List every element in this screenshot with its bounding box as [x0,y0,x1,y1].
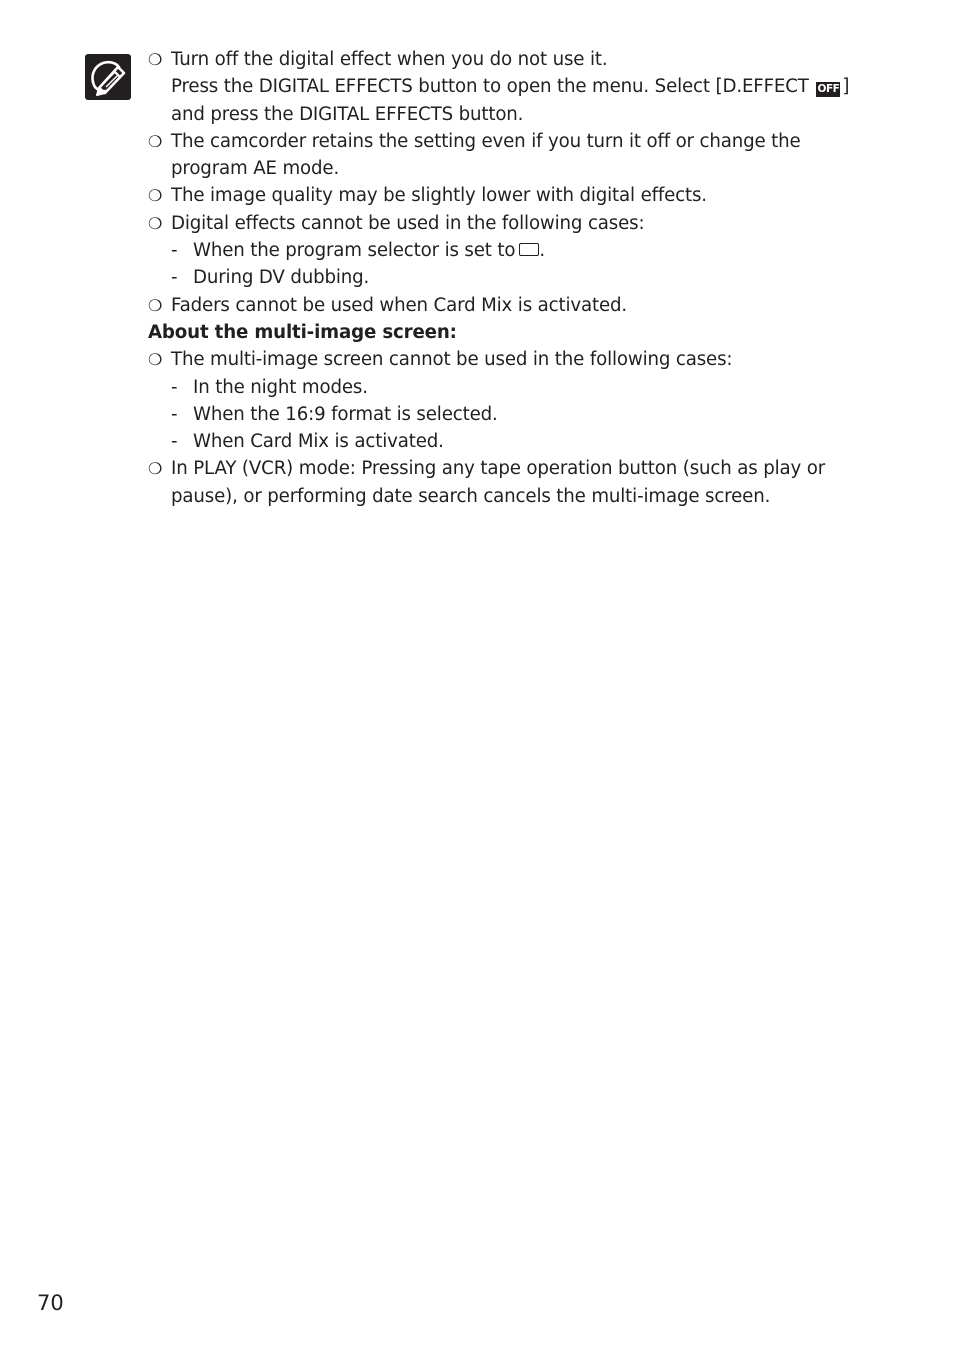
note-faders [148,292,878,319]
sub-text: . [539,240,546,262]
note-text [171,73,878,100]
note-multi-image-cases [148,346,878,373]
note-digital-effect-off [148,46,878,128]
dash: - [171,403,178,425]
bullet-icon: ❍ [148,131,163,151]
note-text-fragment: ] [842,76,850,98]
bullet-icon: ❍ [148,295,163,315]
note-text: Digital effects cannot be used in the following cases: [171,212,645,234]
sub-item [148,401,878,428]
sub-text: When the program selector is set to [193,240,516,262]
sub-text: During DV dubbing. [193,267,370,289]
sub-item [148,264,878,291]
note-text: The image quality may be slightly lower with digital effects. [171,185,707,207]
note-text: Turn off the digital effect when you do not use it. [171,49,608,70]
note-text: The camcorder retains the setting even if you turn it off or change the program AE mode. [171,130,801,180]
sub-text: In the night modes. [193,376,368,398]
card-camera-mode-icon [519,243,539,256]
bullet-icon: ❍ [148,186,163,206]
note-retains-setting [148,128,878,183]
sub-text: When Card Mix is activated. [193,431,444,453]
note-text: The multi-image screen cannot be used in the following cases: [171,349,733,371]
note-text-fragment: Press the DIGITAL EFFECTS button to open the menu. Select [D.EFFECT [171,76,809,98]
sub-text: When the 16:9 format is selected. [193,403,498,425]
note-digital-effects-cases [148,210,878,237]
dash: - [171,267,178,289]
off-icon: OFF [817,83,840,96]
note-text: Faders cannot be used when Card Mix is activated. [171,294,628,316]
bullet-icon: ❍ [148,459,163,479]
bullet-icon: ❍ [148,50,163,69]
page-number: 70 [37,1291,64,1315]
dash: - [171,431,178,453]
bullet-icon: ❍ [148,213,163,233]
dash: - [171,240,178,262]
note-play-vcr-mode [148,455,878,510]
note-text: In PLAY (VCR) mode: Pressing any tape operation button (such as play or pause), or performing date search cancels the multi-image screen. [171,458,826,507]
note-pencil-icon [85,54,131,100]
sub-item [148,374,878,401]
dash: - [171,376,178,398]
sub-item [148,428,878,455]
notes-content [148,46,878,510]
note-text: and press the DIGITAL EFFECTS button. [171,103,524,125]
section-heading: About the multi-image screen: [148,321,457,343]
bullet-icon: ❍ [148,350,163,370]
sub-item [148,237,878,264]
note-image-quality [148,182,878,209]
